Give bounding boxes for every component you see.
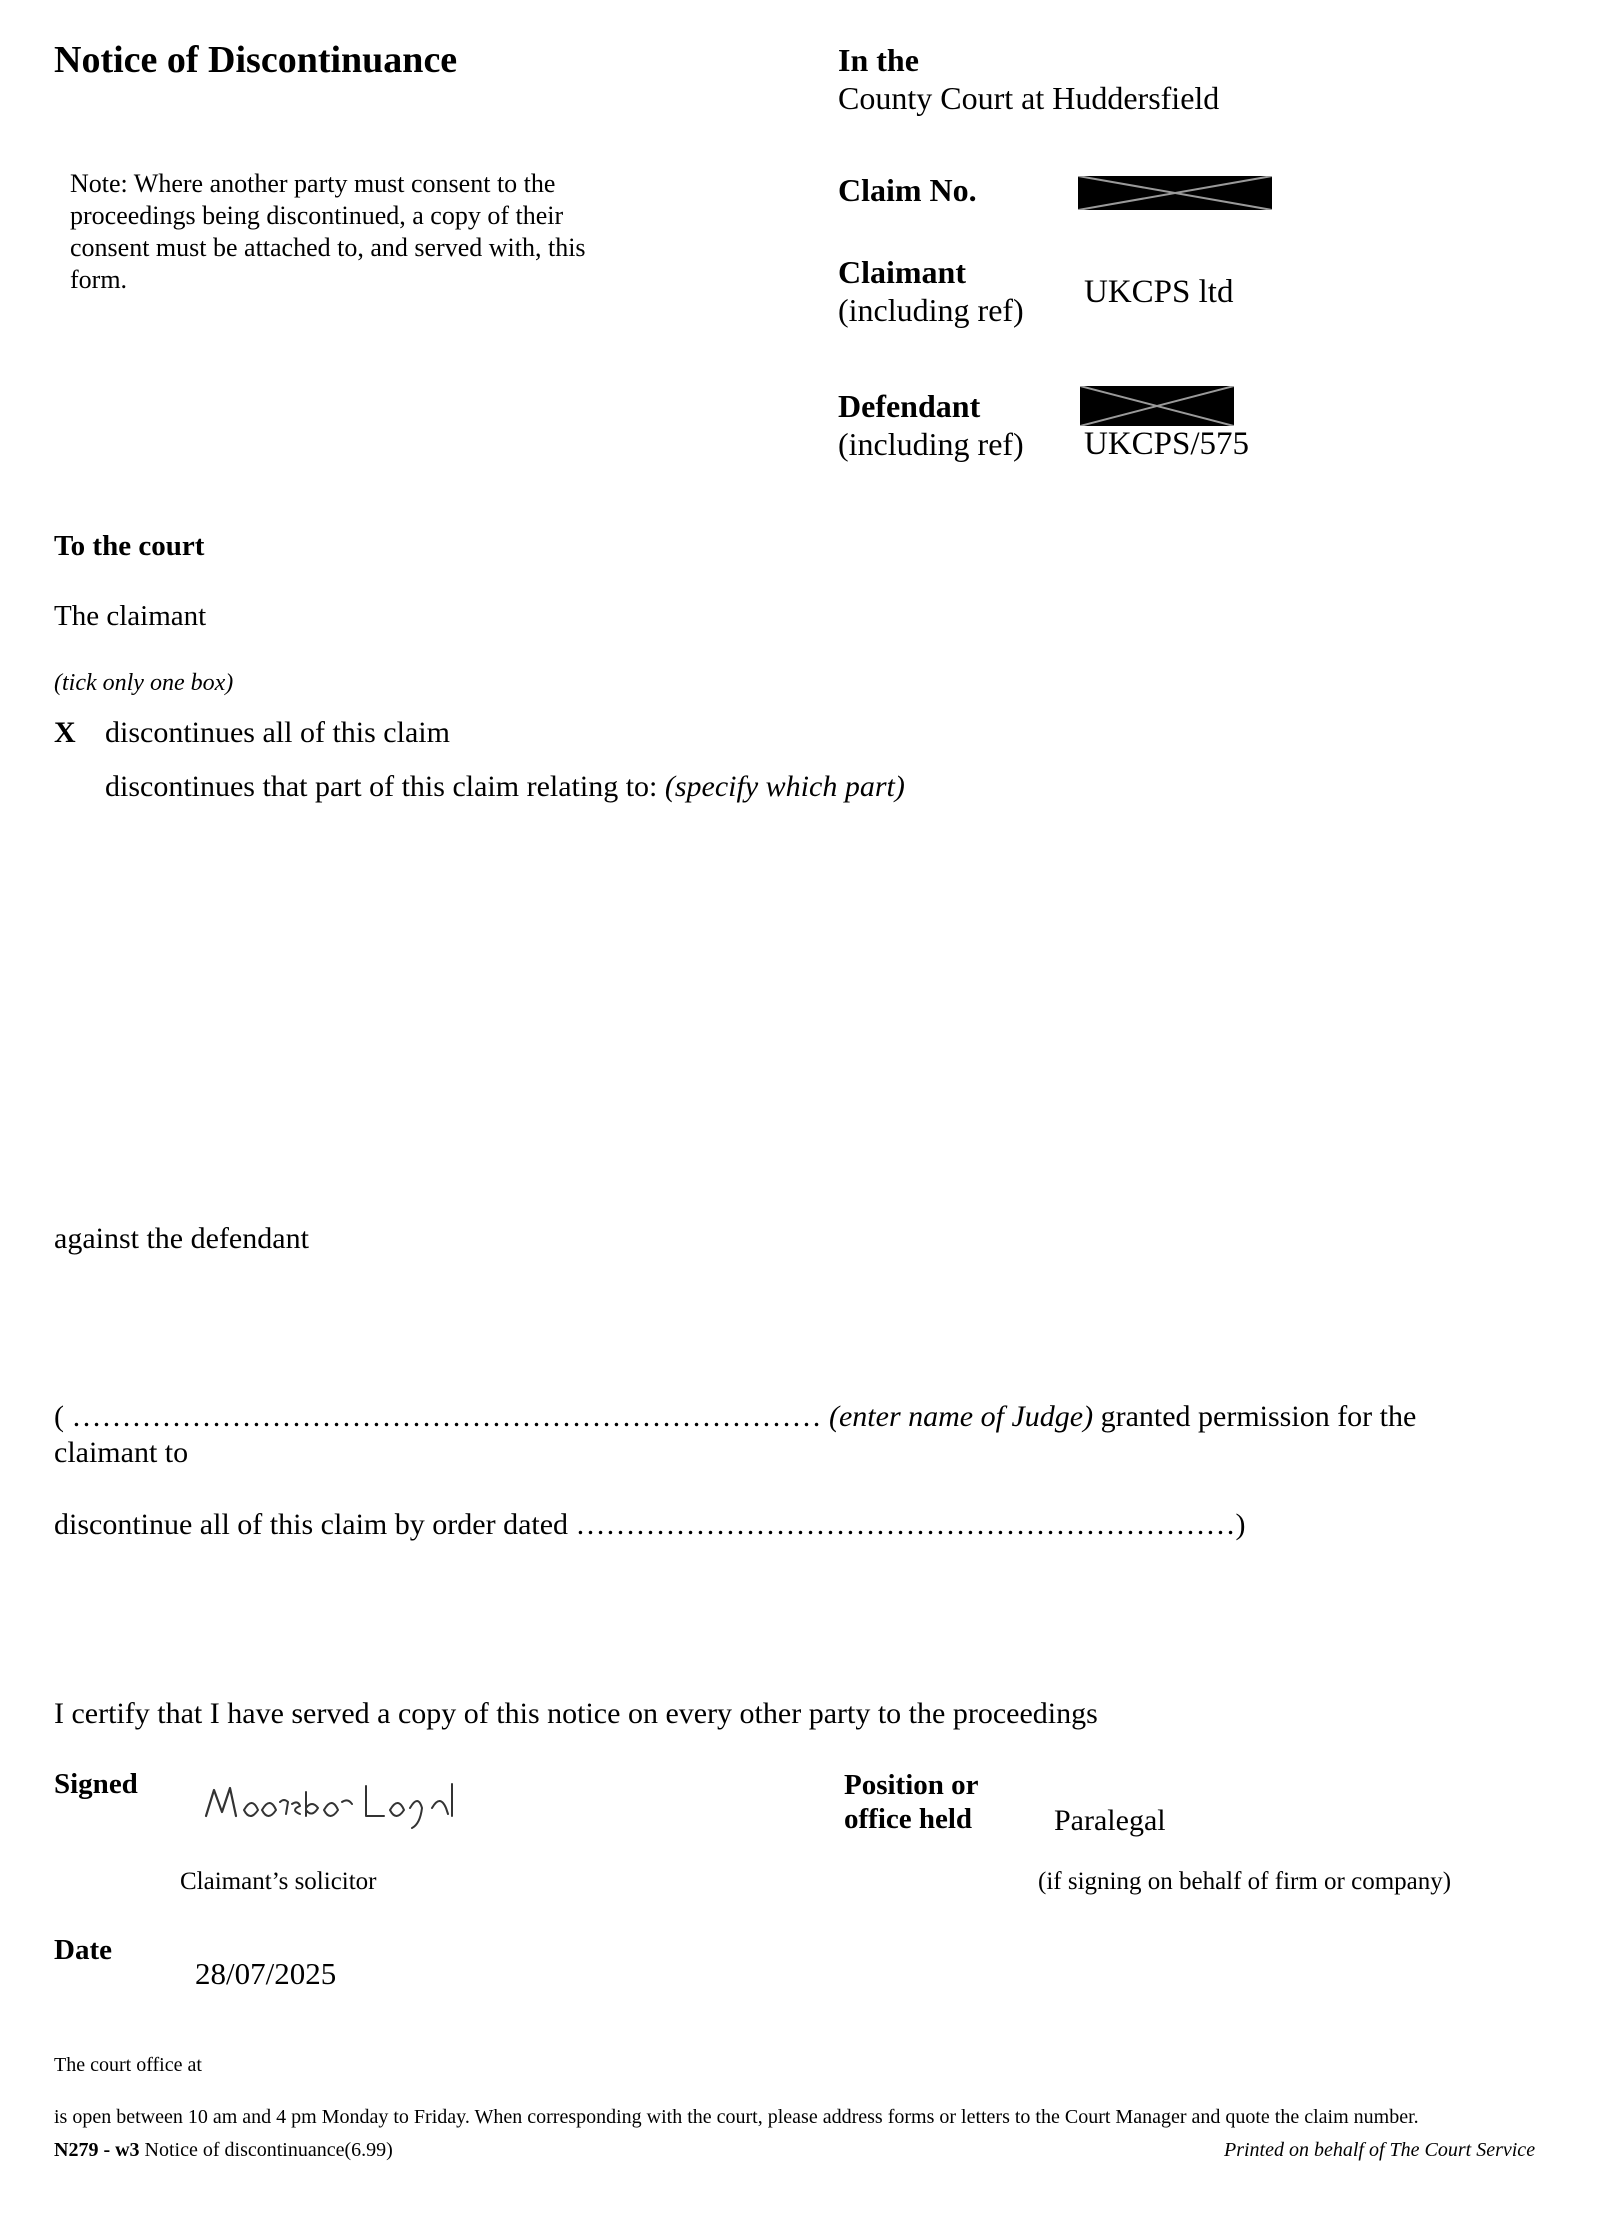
form-name: Notice of discontinuance(6.99) — [139, 2139, 393, 2161]
signer-role: Claimant’s solicitor — [180, 1868, 377, 1895]
option-discontinue-part — [105, 770, 905, 804]
claim-no-redaction — [1078, 176, 1272, 210]
claimant-ref-label: (including ref) — [838, 292, 1024, 328]
in-the-label: In the — [838, 42, 919, 78]
court-office-label: The court office at — [54, 2054, 202, 2076]
defendant-name-redaction — [1080, 386, 1234, 426]
the-claimant-text: The claimant — [54, 600, 207, 632]
form-code: N279 - w3 — [54, 2139, 140, 2161]
judge-line-continued: claimant to — [54, 1436, 189, 1469]
defendant-ref-label: (including ref) — [838, 426, 1024, 462]
consent-note: Note: Where another party must consent to the proceedings being discontinued, a copy of their consent must be attached to, and served with, this form. — [70, 169, 586, 294]
date-value: 28/07/2025 — [195, 1956, 337, 1991]
judge-name-blank: ( ………………………………………………………………… — [54, 1400, 829, 1433]
to-court-heading: To the court — [54, 530, 205, 562]
judge-rest: granted permission for the — [1093, 1400, 1417, 1433]
claimant-label: Claimant — [838, 254, 966, 290]
opening-hours-note: is open between 10 am and 4 pm Monday to Friday. When corresponding with the court, please address forms or letters to the Court Manager and quote the claim number. — [54, 2106, 1419, 2128]
option-part-hint: (specify which part) — [664, 770, 905, 803]
position-label: Position or office held — [844, 1769, 978, 1835]
court-name: County Court at Huddersfield — [838, 80, 1220, 116]
judge-hint: (enter name of Judge) — [829, 1400, 1094, 1433]
against-defendant-text: against the defendant — [54, 1222, 309, 1255]
claim-no-label: Claim No. — [838, 172, 977, 208]
claimant-value: UKCPS ltd — [1084, 274, 1234, 310]
form-reference — [54, 2139, 393, 2162]
defendant-label: Defendant — [838, 388, 981, 424]
position-value: Paralegal — [1054, 1804, 1166, 1837]
judge-permission-line — [54, 1400, 1416, 1434]
date-label: Date — [54, 1934, 112, 1966]
order-date-line: discontinue all of this claim by order dated …………………………………………………………) — [54, 1508, 1246, 1541]
signed-label: Signed — [54, 1768, 138, 1800]
certification-statement: I certify that I have served a copy of this notice on every other party to the proceedings — [54, 1697, 1098, 1730]
defendant-ref-value: UKCPS/575 — [1084, 426, 1250, 462]
option-discontinue-all: discontinues all of this claim — [105, 716, 450, 749]
tick-hint: (tick only one box) — [54, 670, 234, 696]
printed-by-note: Printed on behalf of The Court Service — [1224, 2139, 1536, 2161]
option-part-text: discontinues that part of this claim relating to: — [105, 770, 658, 803]
page-title: Notice of Discontinuance — [54, 39, 458, 81]
handwritten-signature — [200, 1772, 500, 1836]
tick-mark: X — [54, 716, 76, 749]
behalf-note: (if signing on behalf of firm or company) — [1038, 1868, 1452, 1895]
